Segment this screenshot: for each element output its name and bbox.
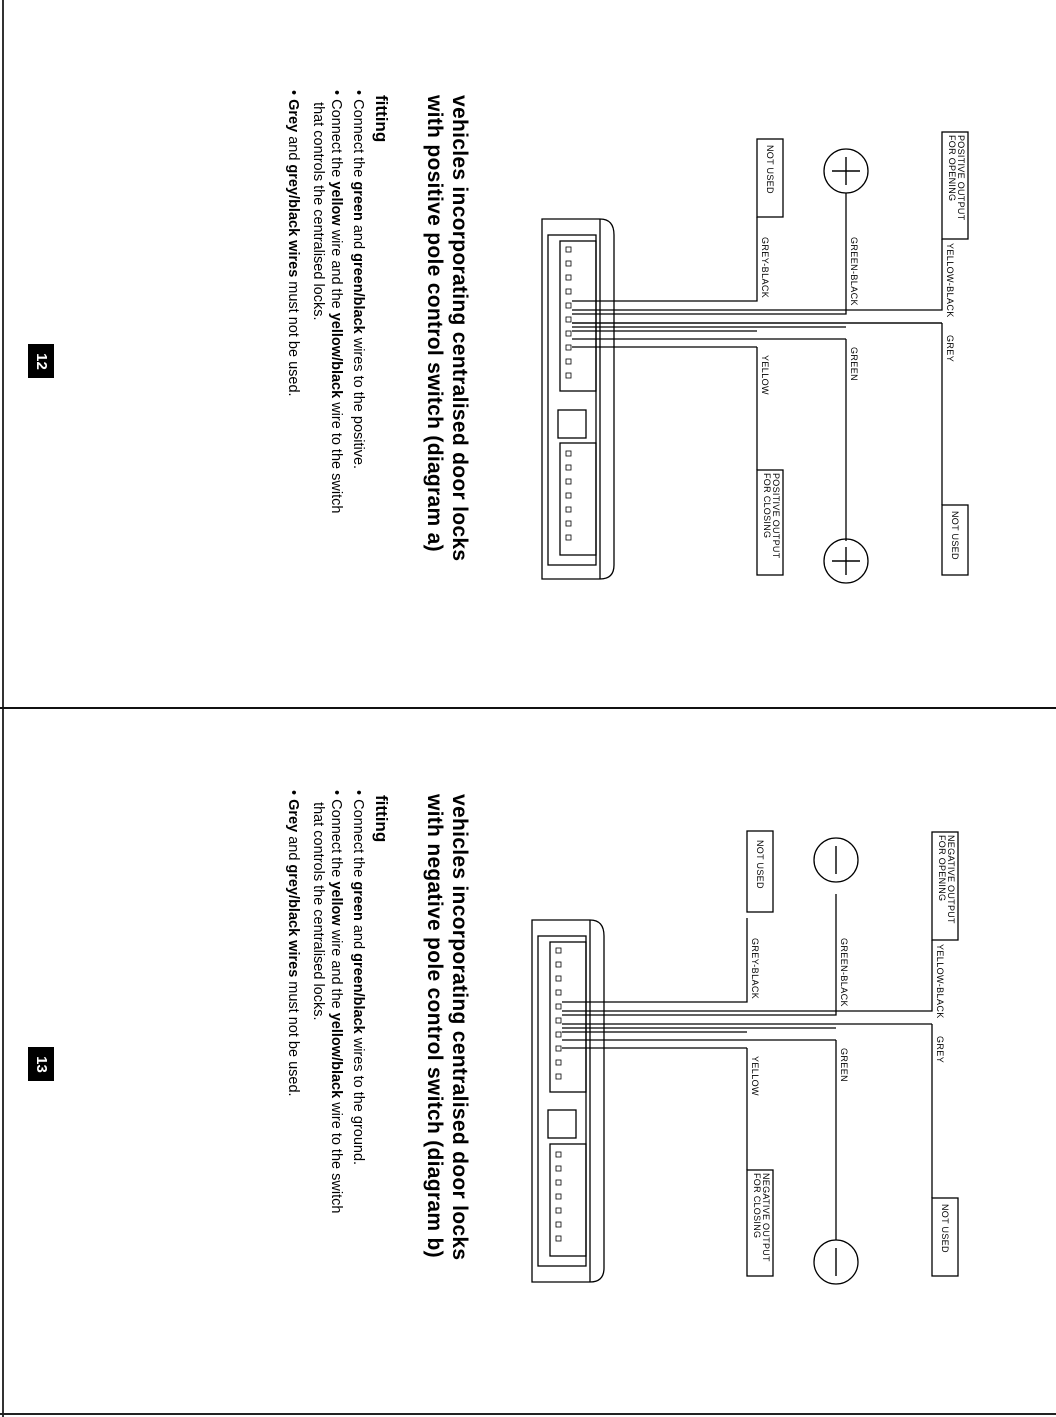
label-yellow-black: YELLOW-BLACK — [945, 243, 955, 318]
label-grey: GREY — [945, 335, 955, 363]
wiring-diagram-a — [0, 5, 1056, 705]
manual-page-12 — [0, 5, 1056, 705]
label-closing-1: NEGATIVE OUTPUT — [761, 1173, 771, 1262]
label-not-used-right: NOT USED — [950, 511, 960, 560]
label-grey-black: GREY-BLACK — [750, 938, 760, 1000]
wire-green — [562, 1040, 836, 1240]
label-grey-black: GREY-BLACK — [760, 237, 770, 299]
label-green: GREEN — [849, 347, 859, 382]
page-number-badge: 13 — [28, 1047, 54, 1081]
wire-green-black — [562, 894, 836, 1015]
control-unit-connector — [542, 219, 614, 579]
wire-green — [572, 339, 846, 541]
label-not-used-right: NOT USED — [940, 1204, 950, 1253]
label-yellow-black: YELLOW-BLACK — [935, 944, 945, 1019]
label-grey: GREY — [935, 1036, 945, 1064]
label-opening-2: FOR OPENING — [937, 835, 947, 902]
label-not-used-left: NOT USED — [755, 840, 765, 889]
section-title: vehicles incorporating centralised door locks with positive pole control switch (diagram a) — [423, 95, 471, 562]
label-opening-1: NEGATIVE OUTPUT — [946, 835, 956, 924]
bullet-item-1: • Connect the green and green/black wires to the ground. — [350, 790, 366, 1166]
label-not-used-left: NOT USED — [765, 145, 775, 194]
label-yellow: YELLOW — [750, 1056, 760, 1096]
fitting-heading: fitting — [372, 95, 391, 143]
control-unit-connector — [532, 920, 604, 1282]
page-edge-bottom — [0, 1413, 1056, 1415]
bullet-item-3: • Grey and grey/black wires must not be used. — [285, 790, 301, 1097]
label-green-black: GREEN-BLACK — [849, 237, 859, 306]
section-title: vehicles incorporating centralised door locks with negative pole control switch (diagram b) — [423, 794, 471, 1261]
label-opening-1: POSITIVE OUTPUT — [956, 135, 966, 221]
manual-page-13 — [0, 712, 1056, 1412]
label-green: GREEN — [839, 1048, 849, 1083]
page-divider — [0, 707, 1056, 709]
bullet-item-2: • Connect the yellow wire and the yellow/black wire to the switch that controls the centralised locks. — [310, 790, 344, 1214]
label-yellow: YELLOW — [760, 355, 770, 395]
bullet-item-1: • Connect the green and green/black wires to the positive. — [350, 90, 366, 470]
fitting-heading: fitting — [372, 795, 391, 843]
label-closing-2: FOR CLOSING — [752, 1173, 762, 1239]
bullet-item-2: • Connect the yellow wire and the yellow/black wire to the switch that controls the centralised locks. — [310, 90, 344, 514]
bullet-item-3: • Grey and grey/black wires must not be used. — [285, 90, 301, 397]
label-opening-2: FOR OPENING — [947, 135, 957, 202]
connector-pins — [566, 247, 571, 540]
label-closing-2: FOR CLOSING — [762, 473, 772, 539]
wire-green-black — [572, 193, 846, 314]
label-green-black: GREEN-BLACK — [839, 938, 849, 1007]
page-number-badge: 12 — [28, 344, 54, 378]
label-closing-1: POSITIVE OUTPUT — [771, 473, 781, 559]
connector-pins — [556, 948, 561, 1241]
wiring-diagram-b — [0, 712, 1056, 1412]
